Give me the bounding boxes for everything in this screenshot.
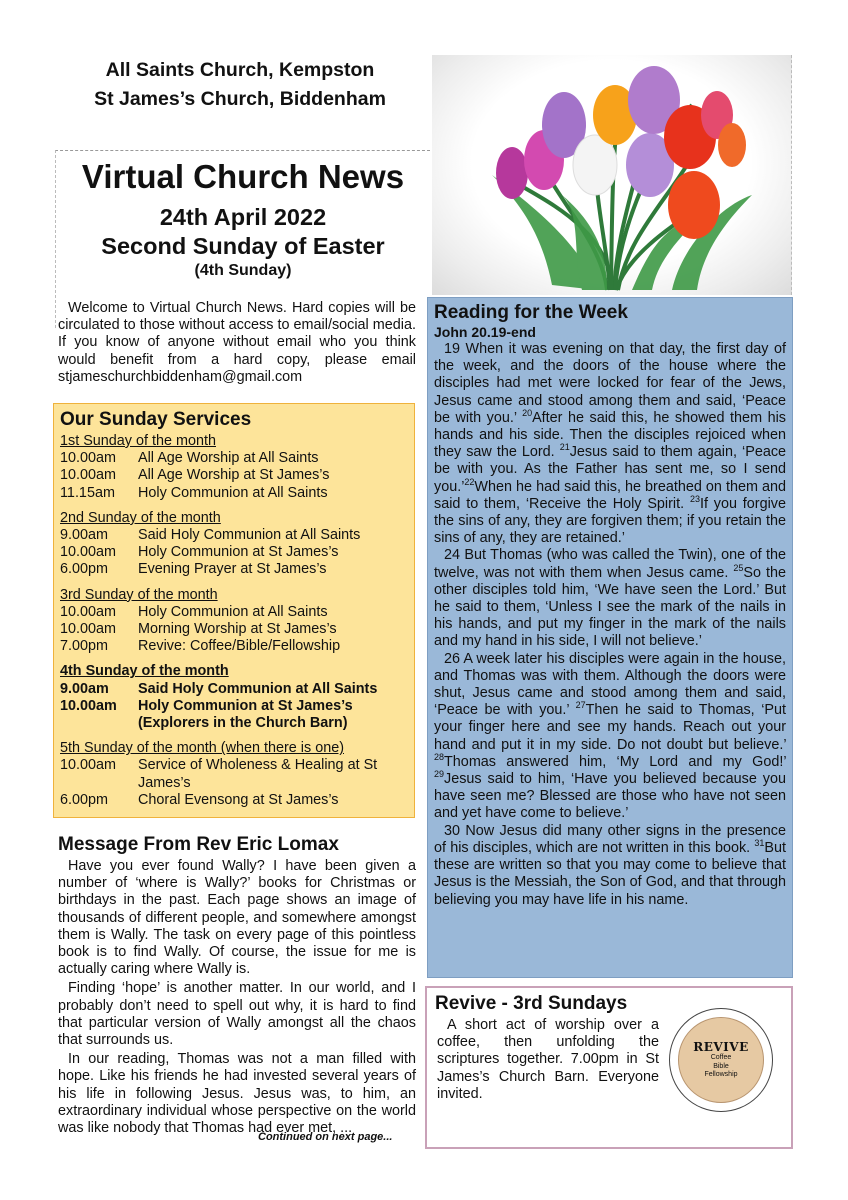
verse-25: So the other disciples told him, ‘We have seen the Lord.’ But he said to them, ‘Unless I see the mark of the nails in his hands, and put my finger in the mark of the nails and my hand in his side, I will not believe.’ <box>434 564 787 650</box>
revive-logo-coffee: Coffee <box>710 1054 732 1062</box>
service-time: 10.00am <box>60 544 117 561</box>
service-row <box>60 698 408 715</box>
service-row <box>60 485 408 502</box>
revive-logo <box>669 1008 773 1112</box>
service-desc: Holy Communion at All Saints <box>138 603 328 620</box>
service-time: 10.00am <box>60 603 117 620</box>
service-group-title: 4th Sunday of the month <box>60 663 229 680</box>
message-paragraph-2: Finding ‘hope’ is another matter. In our world, and I probably don’t need to spell out why, it is hard to find that particular version of Wally amongst all the chaos that surrounds us. <box>58 980 416 1049</box>
service-desc: Service of Wholeness & Healing at St James’s <box>138 757 378 791</box>
verse-30: 30 Now Jesus did many other signs in the presence of his disciples, which are not written in this book. <box>434 822 786 856</box>
service-time: 10.00am <box>60 467 117 484</box>
rector-message <box>58 834 416 1139</box>
service-desc: Morning Worship at St James’s <box>138 621 337 638</box>
service-desc: Holy Communion at All Saints <box>138 484 328 501</box>
reading-paragraph-24 <box>434 547 786 650</box>
service-desc: Choral Evensong at St James’s <box>138 791 339 808</box>
service-row <box>60 561 408 578</box>
revive-logo-title: REVIVE <box>693 1040 749 1055</box>
service-row <box>60 681 408 698</box>
service-group-1st <box>60 433 408 502</box>
church-name-biddenham: St James’s Church, Biddenham <box>94 88 386 110</box>
service-group-5th <box>60 740 408 809</box>
continued-note: Continued on next page... <box>258 1131 393 1143</box>
service-desc: Said Holy Communion at All Saints <box>138 680 378 697</box>
revive-logo-fellowship: Fellowship <box>704 1071 738 1079</box>
message-paragraph-1: Have you ever found Wally? I have been given a number of ‘where is Wally?’ books for Christmas or birthdays in the past. Each page shows an image of thousands of different people, and somewhere amongst them is Wally. The task on every page of this pointless book is to find Wally. Of course, the issue for me is actually caring where Wally is. <box>58 858 416 978</box>
revive-text: A short act of worship over a coffee, then unfolding the scriptures together. 7.00pm in St James’s Church Barn. Everyone invited. <box>437 1017 659 1102</box>
service-row <box>60 638 408 655</box>
verse-29: Jesus said to him, ‘Have you believed because you have seen me? Blessed are those who have not seen and yet have come to believe.’ <box>434 771 786 822</box>
verse-20: After he said this, he showed them his hands and his side. Then the disciples rejoiced when they saw the Lord. <box>434 409 786 461</box>
verse-22: When he had said this, he breathed on them and said to them, ‘Receive the Holy Spirit. <box>434 478 786 512</box>
reading-reference: John 20.19-end <box>434 324 536 340</box>
service-time: 9.00am <box>60 527 108 544</box>
service-row <box>60 757 408 791</box>
reading-box <box>427 297 793 978</box>
tulips-photo <box>432 55 792 295</box>
reading-heading: Reading for the Week <box>434 302 628 323</box>
service-row <box>60 715 408 732</box>
verse-21: Jesus said to them again, ‘Peace be with you. As the Father has sent me, so I send you.’ <box>434 444 787 495</box>
service-row <box>60 467 408 484</box>
verse-24: 24 But Thomas (who was called the Twin), one of the twelve, was not with them when Jesus came. <box>434 547 786 581</box>
verse-28: Thomas answered him, ‘My Lord and my God!’ <box>444 753 786 770</box>
service-group-4th-current <box>60 663 408 732</box>
liturgical-occasion: Second Sunday of Easter <box>101 233 385 259</box>
service-desc: Holy Communion at St James’s <box>138 697 353 714</box>
service-row <box>60 527 408 544</box>
service-time: 10.00am <box>60 450 117 467</box>
service-desc: All Age Worship at All Saints <box>138 450 319 467</box>
service-row <box>60 604 408 621</box>
service-time: 7.00pm <box>60 638 108 655</box>
revive-logo-inner <box>678 1017 764 1103</box>
service-time: 9.00am <box>60 680 109 697</box>
services-heading: Our Sunday Services <box>60 409 252 430</box>
service-group-title: 5th Sunday of the month (when there is one) <box>60 740 344 757</box>
service-group-title: 2nd Sunday of the month <box>60 509 221 526</box>
service-time: 6.00pm <box>60 561 108 578</box>
verse-27: Then he said to Thomas, ‘Put your finger here and see my hands. Reach out your hand and put it in my side. Do not doubt but believe.’ <box>434 702 786 753</box>
service-row <box>60 621 408 638</box>
service-desc: Revive: Coffee/Bible/Fellowship <box>138 638 341 655</box>
newsletter-title: Virtual Church News <box>81 158 405 195</box>
reading-paragraph-30 <box>434 823 786 909</box>
service-time: 11.15am <box>60 484 115 501</box>
service-desc: Holy Communion at St James’s <box>138 544 339 561</box>
revive-logo-bible: Bible <box>713 1062 729 1070</box>
church-names <box>60 56 420 114</box>
verse-number-27: 27 <box>575 700 586 711</box>
service-group-title: 3rd Sunday of the month <box>60 586 218 603</box>
sunday-services-box <box>53 403 415 818</box>
service-row <box>60 450 408 467</box>
service-desc: Evening Prayer at St James’s <box>138 561 327 578</box>
verse-number-21: 21 <box>559 442 570 453</box>
verse-number-31: 31 <box>754 838 765 849</box>
reading-paragraph-26 <box>434 651 786 823</box>
verse-19: 19 When it was evening on that day, the first day of the week, and the doors of the house where the disciples had met were locked for fear of the Jews, Jesus came and stood among them and said, ‘Peace be with you.’ <box>434 341 786 426</box>
verse-31: But these are written so that you may come to believe that Jesus is the Messiah, the Son of God, and that through believing you may have life in his name. <box>434 839 786 908</box>
verse-number-22: 22 <box>464 476 475 487</box>
verse-number-29: 29 <box>434 769 445 780</box>
verse-number-28: 28 <box>434 752 445 763</box>
service-desc: (Explorers in the Church Barn) <box>138 715 348 732</box>
service-group-3rd <box>60 587 408 656</box>
message-paragraph-3: In our reading, Thomas was not a man filled with hope. Like his friends he had invested several years of his life in following Jesus. Jesus was, to him, an extraordinary individual whose perspective on the world was like nobody that Thomas had ever met, ... <box>58 1051 416 1137</box>
message-heading: Message From Rev Eric Lomax <box>58 834 339 855</box>
service-time <box>60 715 138 732</box>
service-time: 6.00pm <box>60 791 108 808</box>
tulips-illustration <box>432 55 792 295</box>
service-row <box>60 792 408 809</box>
service-time: 10.00am <box>60 621 117 638</box>
reading-paragraph-19 <box>434 341 786 547</box>
church-name-kempston: All Saints Church, Kempston <box>105 59 375 81</box>
service-time: 10.00am <box>60 757 117 774</box>
service-desc: Said Holy Communion at All Saints <box>138 527 361 544</box>
revive-box <box>425 986 793 1149</box>
issue-date: 24th April 2022 <box>159 204 327 230</box>
service-row <box>60 544 408 561</box>
welcome-text: Welcome to Virtual Church News. Hard copies will be circulated to those without access to email/social media. If you know of anyone without email who you think would benefit from a hard copy, please email stjameschurchbiddenham@gmail.com <box>58 300 416 385</box>
verse-number-25: 25 <box>733 562 744 573</box>
verse-number-23: 23 <box>689 494 700 505</box>
sunday-number: (4th Sunday) <box>194 262 292 279</box>
revive-heading: Revive - 3rd Sundays <box>435 993 628 1014</box>
service-time: 10.00am <box>60 697 117 714</box>
service-desc: All Age Worship at St James’s <box>138 467 330 484</box>
service-group-2nd <box>60 510 408 579</box>
verse-23: If you forgive the sins of any, they are forgiven them; if you retain the sins of any, they are retained.’ <box>434 495 786 547</box>
verse-number-20: 20 <box>522 408 533 419</box>
verse-26: 26 A week later his disciples were again in the house, and Thomas was with them. Although the doors were shut, Jesus came and stood among them and said, ‘Peace be with you.’ <box>434 650 786 719</box>
service-group-title: 1st Sunday of the month <box>60 433 216 449</box>
